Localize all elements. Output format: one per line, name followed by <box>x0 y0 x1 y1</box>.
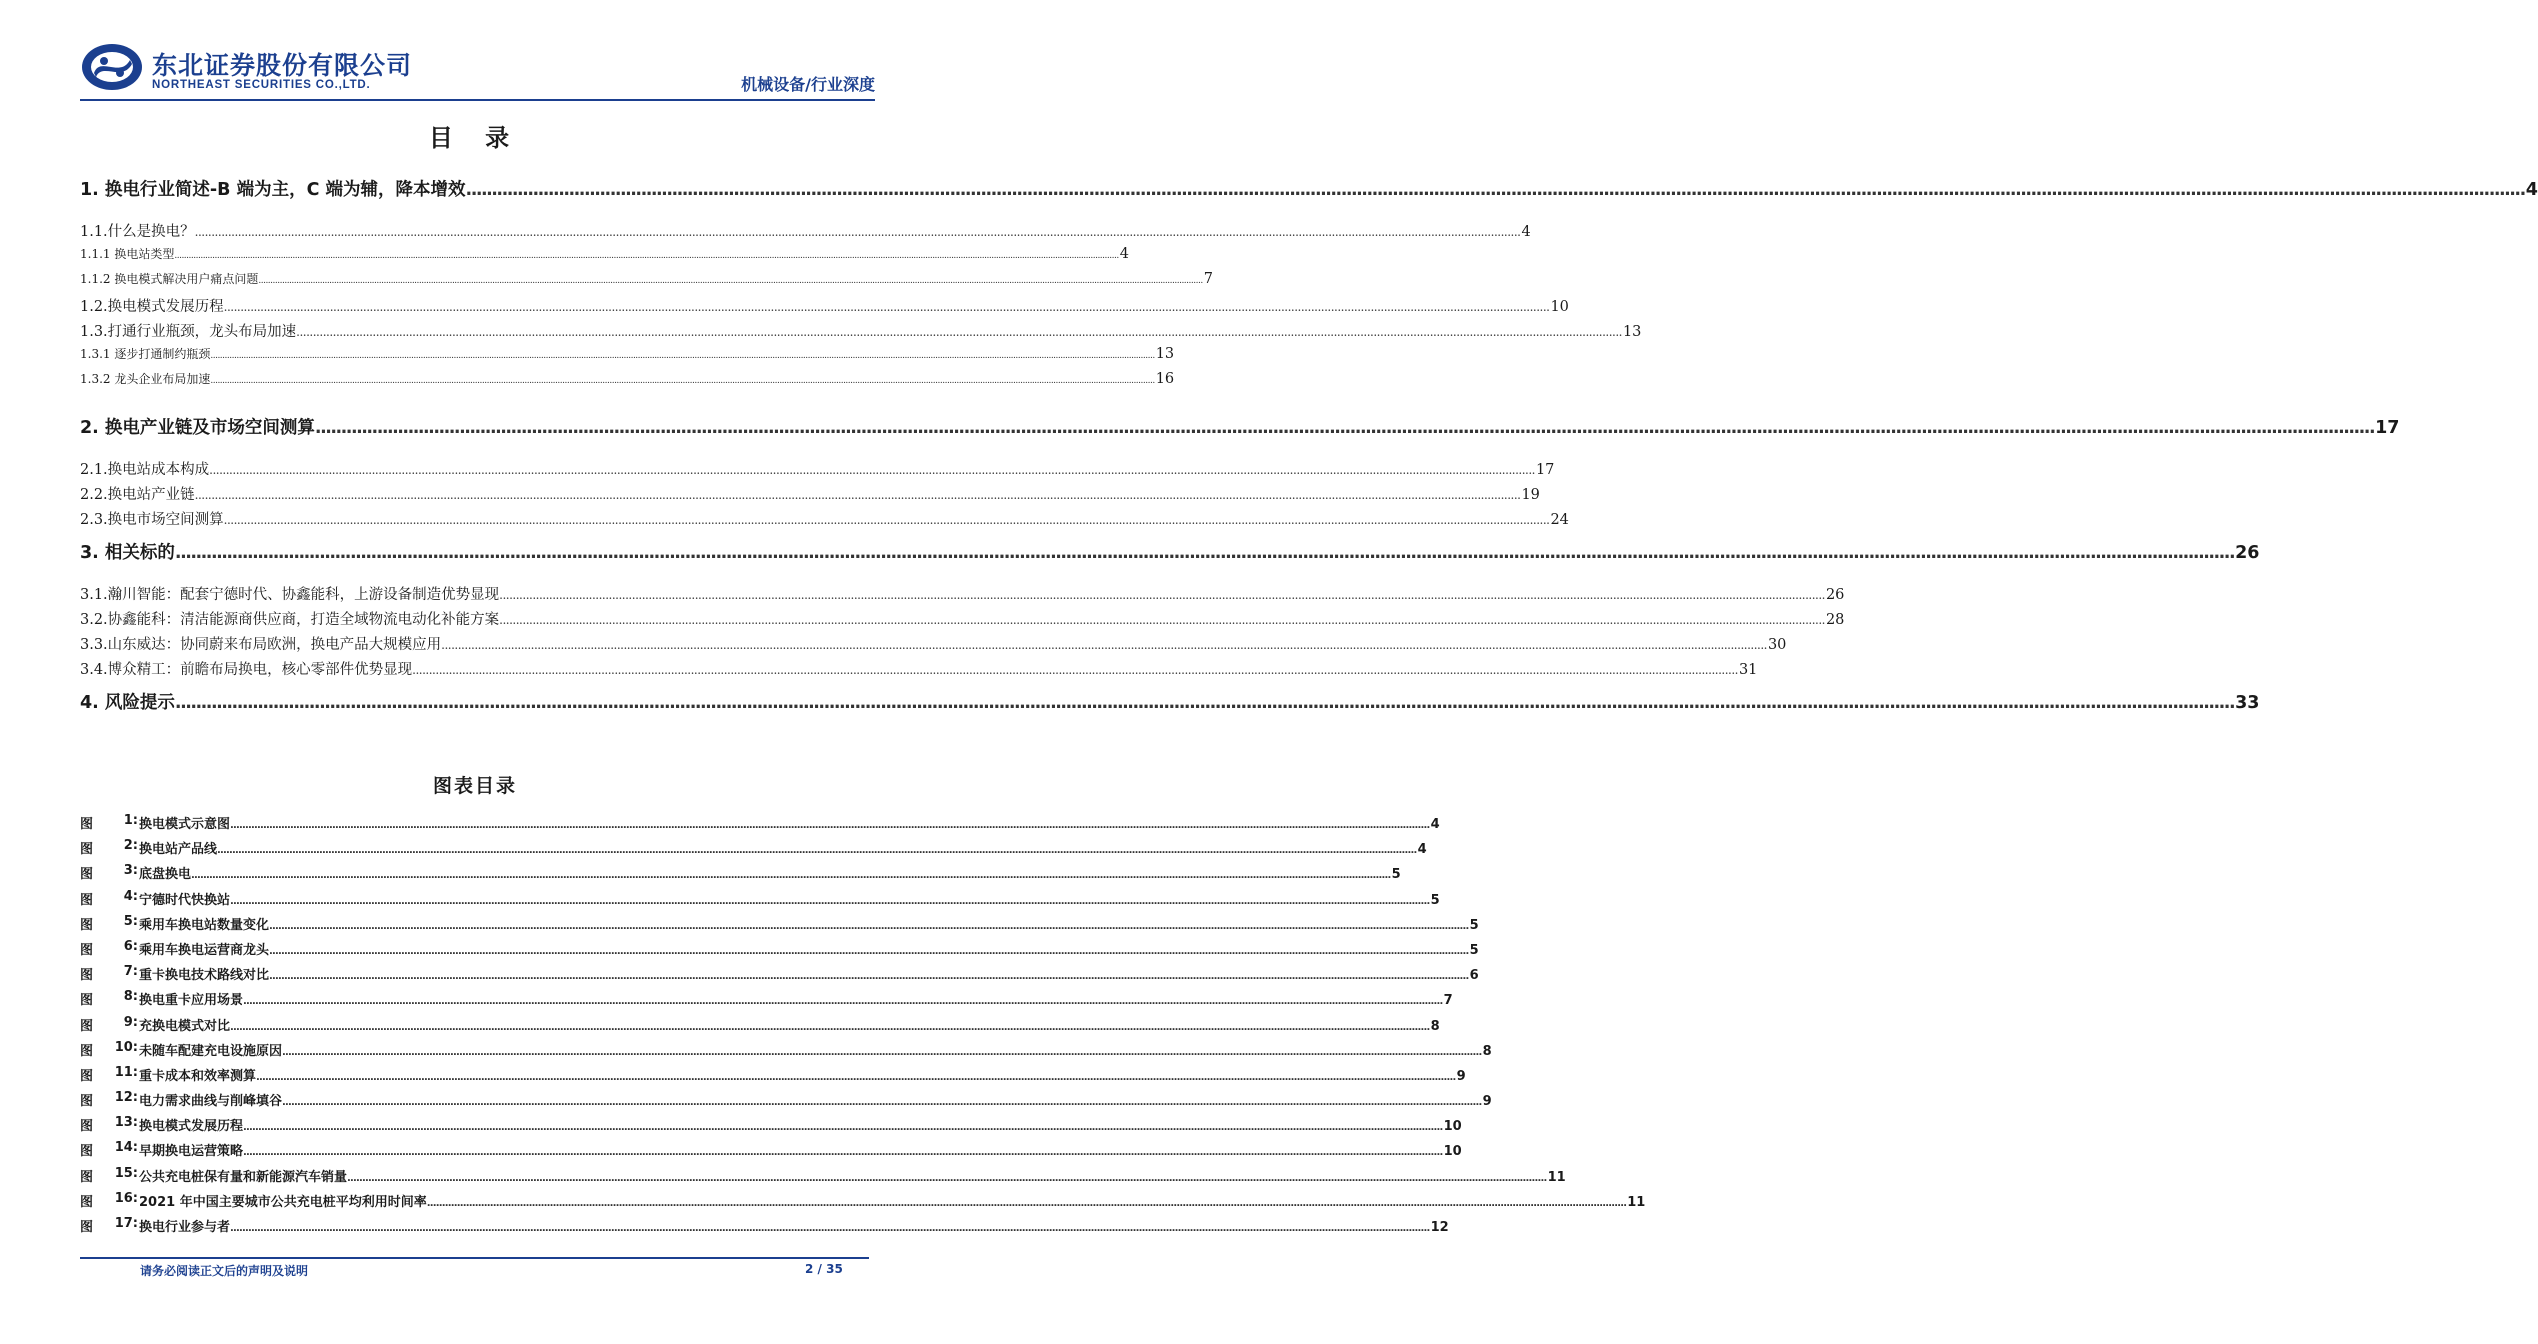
dot-leader: ................................................................................................................................................................................................................................................................................................................................................................................................................ <box>412 663 1738 677</box>
toc-entry-page: 30 <box>1767 637 1787 653</box>
figure-title: 充换电模式对比 <box>139 1018 231 1034</box>
toc-entry-text: 1.1.2 换电模式解决用户痛点问题 <box>80 272 259 286</box>
toc-entry-text: 3. 相关标的 <box>80 543 175 563</box>
toc-entry[interactable] <box>80 533 2260 583</box>
toc-entry[interactable] <box>80 270 1213 295</box>
figure-title: 换电站产品线 <box>139 842 218 858</box>
figure-number: 2: <box>123 838 138 854</box>
toc-entry-text: 1.2.换电模式发展历程 <box>80 299 224 315</box>
figure-number: 10: <box>114 1039 138 1055</box>
toc-entry[interactable] <box>80 408 2400 458</box>
toc-entry[interactable] <box>80 320 1642 345</box>
dot-leader: ................................................................................................................................................................................................................................................................................................................................................................................................................ <box>230 1223 1430 1234</box>
toc-entry-page: 31 <box>1738 662 1758 678</box>
figure-page: 11 <box>1547 1169 1566 1185</box>
figure-entry[interactable] <box>80 1140 1462 1165</box>
toc-entry-text: 1. 换电行业简述-B 端为主，C 端为辅，降本增效 <box>80 180 466 200</box>
dot-leader: ................................................................................................................................................................................................................................................................................................................................................................................................................ <box>269 945 1469 957</box>
company-name-en: NORTHEAST SECURITIES CO.,LTD. <box>152 79 371 91</box>
toc-entry-page: 26 <box>2235 543 2260 563</box>
figure-number: 8: <box>123 989 138 1005</box>
figure-number: 13: <box>114 1115 138 1131</box>
dot-leader: ................................................................................................................................................................................................................................................................................................................................................................................................................ <box>223 513 1550 527</box>
figure-entry[interactable] <box>80 813 1440 838</box>
dot-leader: ................................................................................................................................................................................................................................................................................................................................................................................................................ <box>194 488 1521 502</box>
toc-entry[interactable] <box>80 220 1531 245</box>
toc-entry-page: 10 <box>1550 299 1569 315</box>
toc-entry-text: 2. 换电产业链及市场空间测算 <box>80 418 315 438</box>
toc-entry-page: 16 <box>1155 371 1175 387</box>
dot-leader: ................................................................................................................................................................................................................................................................................................................................................................................................................ <box>174 251 1119 261</box>
northeast-securities-logo-icon <box>80 42 144 92</box>
figure-title: 未随车配建充电设施原因 <box>139 1043 283 1059</box>
footer-divider <box>80 1257 869 1259</box>
figure-entry[interactable] <box>80 1014 1440 1040</box>
figure-page: 9 <box>1456 1068 1466 1084</box>
toc-entry-page: 28 <box>1825 612 1845 628</box>
figure-page: 6 <box>1469 968 1479 984</box>
dot-leader: ................................................................................................................................................................................................................................................................................................................................................................................................................ <box>243 1122 1443 1134</box>
dot-leader: ................................................................................................................................................................................................................................................................................................................................................................................................................ <box>296 325 1622 339</box>
dot-leader: ................................................................................................................................................................................................................................................................................................................................................................................................................ <box>465 180 2525 200</box>
figure-prefix: 图 <box>80 1094 94 1110</box>
figure-page: 8 <box>1430 1018 1440 1034</box>
figure-number: 12: <box>114 1090 138 1106</box>
dot-leader: ................................................................................................................................................................................................................................................................................................................................................................................................................ <box>243 996 1443 1008</box>
figure-list <box>80 813 1646 1241</box>
figure-title: 乘用车换电站数量变化 <box>139 917 270 933</box>
dot-leader: ................................................................................................................................................................................................................................................................................................................................................................................................................ <box>230 895 1430 907</box>
figure-page: 5 <box>1469 917 1479 933</box>
figure-number: 15: <box>114 1165 138 1181</box>
figure-number: 11: <box>114 1064 138 1080</box>
figure-entry[interactable] <box>80 1216 1449 1241</box>
dot-leader: ................................................................................................................................................................................................................................................................................................................................................................................................................ <box>441 638 1767 652</box>
toc-entry-text: 3.3.山东威达：协同蔚来布局欧洲，换电产品大规模应用 <box>80 637 442 653</box>
dot-leader: ................................................................................................................................................................................................................................................................................................................................................................................................................ <box>258 276 1203 286</box>
figure-title: 换电模式示意图 <box>139 817 231 832</box>
dot-leader: ................................................................................................................................................................................................................................................................................................................................................................................................................ <box>269 971 1469 983</box>
toc-entry[interactable] <box>80 633 1787 658</box>
figure-prefix: 图 <box>80 1018 94 1034</box>
figure-list-title: 图表目录 <box>432 775 517 797</box>
toc-entry-text: 3.1.瀚川智能：配套宁德时代、协鑫能科，上游设备制造优势显现 <box>80 587 500 603</box>
dot-leader: ................................................................................................................................................................................................................................................................................................................................................................................................................ <box>223 300 1550 314</box>
figure-number: 3: <box>123 863 138 879</box>
toc-entry-text: 2.2.换电站产业链 <box>80 487 195 503</box>
toc-entry-text: 1.3.2 龙头企业布局加速 <box>80 372 211 386</box>
figure-prefix: 图 <box>80 1194 94 1210</box>
figure-page: 5 <box>1430 892 1440 908</box>
toc-entry-text: 1.1.1 换电站类型 <box>80 247 175 261</box>
toc-entry-text: 4. 风险提示 <box>80 693 175 713</box>
toc-entry-text: 2.3.换电市场空间测算 <box>80 512 224 528</box>
dot-leader: ................................................................................................................................................................................................................................................................................................................................................................................................................ <box>347 1172 1547 1184</box>
toc-title: 目 录 <box>428 124 522 152</box>
dot-leader: ................................................................................................................................................................................................................................................................................................................................................................................................................ <box>210 376 1155 386</box>
figure-entry[interactable] <box>80 964 1479 989</box>
table-of-contents <box>80 170 2538 733</box>
figure-entry[interactable] <box>80 1190 1646 1216</box>
figure-entry[interactable] <box>80 913 1479 939</box>
toc-entry-page: 17 <box>1535 462 1555 478</box>
dot-leader: ................................................................................................................................................................................................................................................................................................................................................................................................................ <box>209 463 1535 477</box>
dot-leader: ................................................................................................................................................................................................................................................................................................................................................................................................................ <box>243 1147 1443 1159</box>
figure-title: 换电模式发展历程 <box>139 1119 244 1135</box>
figure-prefix: 图 <box>80 1144 94 1160</box>
dot-leader: ................................................................................................................................................................................................................................................................................................................................................................................................................ <box>256 1071 1456 1083</box>
figure-page: 8 <box>1482 1043 1492 1059</box>
toc-entry-page: 17 <box>2375 418 2400 438</box>
toc-entry[interactable] <box>80 658 1758 683</box>
figure-prefix: 图 <box>80 1220 94 1235</box>
toc-entry-text: 1.3.打通行业瓶颈，龙头布局加速 <box>80 324 297 340</box>
figure-entry[interactable] <box>80 1115 1462 1140</box>
figure-page: 9 <box>1482 1094 1492 1110</box>
dot-leader: ................................................................................................................................................................................................................................................................................................................................................................................................................ <box>282 1097 1482 1109</box>
toc-entry[interactable] <box>80 583 1845 608</box>
dot-leader: ................................................................................................................................................................................................................................................................................................................................................................................................................ <box>174 543 2235 563</box>
toc-entry-page: 4 <box>2525 180 2538 200</box>
figure-title: 换电重卡应用场景 <box>139 993 244 1009</box>
figure-page: 7 <box>1443 993 1453 1009</box>
figure-title: 电力需求曲线与削峰填谷 <box>139 1094 283 1110</box>
toc-entry[interactable] <box>80 508 1569 533</box>
figure-number: 1: <box>123 813 138 828</box>
dot-leader: ................................................................................................................................................................................................................................................................................................................................................................................................................ <box>282 1046 1482 1058</box>
figure-entry[interactable] <box>80 1064 1466 1090</box>
figure-prefix: 图 <box>80 1119 94 1135</box>
company-name-cn: 东北证券股份有限公司 <box>152 51 413 80</box>
toc-entry-text: 3.4.博众精工：前瞻布局换电，核心零部件优势显现 <box>80 662 413 678</box>
figure-entry[interactable] <box>80 1165 1566 1191</box>
dot-leader: ................................................................................................................................................................................................................................................................................................................................................................................................................ <box>269 920 1469 932</box>
toc-entry[interactable] <box>80 608 1845 633</box>
figure-number: 14: <box>114 1140 138 1156</box>
figure-page: 11 <box>1627 1194 1646 1210</box>
figure-prefix: 图 <box>80 993 94 1009</box>
toc-entry[interactable] <box>80 458 1555 483</box>
toc-entry-page: 13 <box>1622 324 1642 340</box>
figure-prefix: 图 <box>80 1169 94 1185</box>
figure-page: 10 <box>1443 1119 1462 1135</box>
header-divider <box>80 99 875 101</box>
figure-prefix: 图 <box>80 817 94 832</box>
figure-title: 公共充电桩保有量和新能源汽车销量 <box>139 1169 348 1185</box>
dot-leader: ................................................................................................................................................................................................................................................................................................................................................................................................................ <box>217 845 1417 857</box>
toc-entry-text: 3.2.协鑫能科：清洁能源商供应商，打造全域物流电动化补能方案 <box>80 612 500 628</box>
figure-prefix: 图 <box>80 917 94 933</box>
figure-prefix: 图 <box>80 867 94 883</box>
figure-number: 5: <box>123 913 138 929</box>
footer-disclaimer: 请务必阅读正文后的声明及说明 <box>140 1264 309 1278</box>
figure-title: 乘用车换电运营商龙头 <box>139 942 270 958</box>
figure-title: 早期换电运营策略 <box>139 1144 244 1160</box>
figure-prefix: 图 <box>80 1043 94 1059</box>
figure-page: 4 <box>1417 842 1427 858</box>
dot-leader: ................................................................................................................................................................................................................................................................................................................................................................................................................ <box>191 870 1391 882</box>
figure-entry[interactable] <box>80 989 1453 1014</box>
figure-prefix: 图 <box>80 1068 94 1084</box>
toc-entry[interactable] <box>80 483 1540 508</box>
figure-number: 4: <box>123 888 138 904</box>
dot-leader: ................................................................................................................................................................................................................................................................................................................................................................................................................ <box>230 1021 1430 1033</box>
figure-number: 16: <box>114 1190 138 1206</box>
figure-number: 7: <box>123 964 138 980</box>
toc-entry[interactable] <box>80 295 1569 320</box>
toc-entry-page: 26 <box>1825 587 1845 603</box>
figure-prefix: 图 <box>80 942 94 958</box>
toc-entry[interactable] <box>80 170 2538 220</box>
toc-entry-page: 33 <box>2235 693 2260 713</box>
figure-title: 底盘换电 <box>139 867 192 883</box>
figure-prefix: 图 <box>80 892 94 908</box>
dot-leader: ................................................................................................................................................................................................................................................................................................................................................................................................................ <box>210 351 1155 361</box>
dot-leader: ................................................................................................................................................................................................................................................................................................................................................................................................................ <box>499 613 1825 627</box>
report-category: 机械设备/行业深度 <box>741 75 875 94</box>
figure-entry[interactable] <box>80 938 1479 964</box>
figure-number: 9: <box>123 1014 138 1030</box>
dot-leader: ................................................................................................................................................................................................................................................................................................................................................................................................................ <box>499 588 1825 602</box>
toc-entry[interactable] <box>80 370 1175 395</box>
figure-title: 宁德时代快换站 <box>139 892 231 908</box>
figure-title: 换电行业参与者 <box>139 1220 231 1235</box>
figure-number: 6: <box>123 938 138 954</box>
toc-entry-page: 19 <box>1521 487 1540 503</box>
toc-entry-page: 24 <box>1550 512 1569 528</box>
figure-entry[interactable] <box>80 888 1440 914</box>
toc-entry-text: 1.3.1 逐步打通制约瓶颈 <box>80 347 211 361</box>
figure-page: 4 <box>1430 817 1440 832</box>
toc-entry-text: 1.1.什么是换电？ <box>80 224 195 240</box>
toc-entry[interactable] <box>80 345 1175 370</box>
dot-leader: ................................................................................................................................................................................................................................................................................................................................................................................................................ <box>314 418 2375 438</box>
figure-entry[interactable] <box>80 838 1427 863</box>
dot-leader: ................................................................................................................................................................................................................................................................................................................................................................................................................ <box>194 225 1521 239</box>
page-indicator: 2 / 35 <box>805 1262 843 1276</box>
figure-entry[interactable] <box>80 1039 1492 1065</box>
figure-number: 17: <box>114 1216 138 1231</box>
figure-title: 2021 年中国主要城市公共充电桩平均利用时间率 <box>139 1194 427 1210</box>
toc-entry-page: 13 <box>1155 346 1175 362</box>
figure-page: 10 <box>1443 1144 1462 1160</box>
dot-leader: ................................................................................................................................................................................................................................................................................................................................................................................................................ <box>230 820 1430 831</box>
figure-page: 12 <box>1430 1220 1449 1235</box>
toc-entry-text: 2.1.换电站成本构成 <box>80 462 210 478</box>
figure-title: 重卡成本和效率测算 <box>139 1068 257 1084</box>
page-header <box>80 38 875 98</box>
figure-page: 5 <box>1469 942 1479 958</box>
figure-prefix: 图 <box>80 842 94 858</box>
figure-entry[interactable] <box>80 1090 1492 1115</box>
figure-prefix: 图 <box>80 968 94 984</box>
figure-title: 重卡换电技术路线对比 <box>139 968 270 984</box>
toc-entry-page: 4 <box>1119 246 1129 262</box>
figure-page: 5 <box>1391 867 1401 883</box>
toc-entry[interactable] <box>80 683 2260 733</box>
figure-entry[interactable] <box>80 863 1401 888</box>
toc-entry-page: 7 <box>1203 271 1213 287</box>
dot-leader: ................................................................................................................................................................................................................................................................................................................................................................................................................ <box>426 1197 1627 1209</box>
dot-leader: ................................................................................................................................................................................................................................................................................................................................................................................................................ <box>174 693 2235 713</box>
toc-entry[interactable] <box>80 245 1129 270</box>
toc-entry-page: 4 <box>1521 224 1531 240</box>
